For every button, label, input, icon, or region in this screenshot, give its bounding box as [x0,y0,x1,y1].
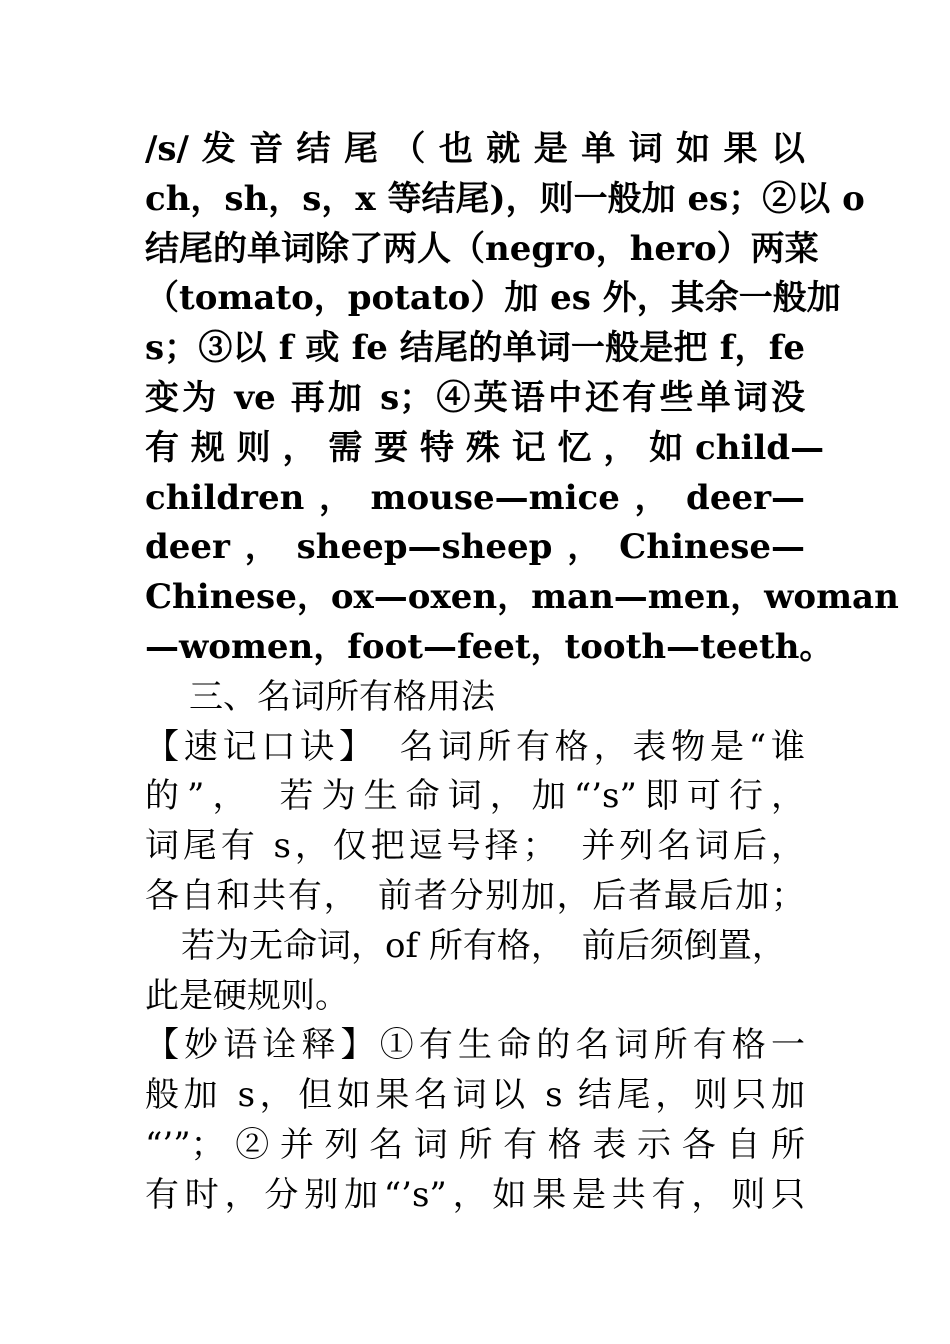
text-line-15: 词尾有 s，仅把逗号择； 并列名词后， [145,826,805,867]
section-heading: 三、名词所有格用法 [189,676,495,717]
text-line-4: （tomato，potato）加 es 外，其余一般加 [145,278,841,319]
text-line-10: Chinese，ox—oxen，man—men，woman [145,577,899,618]
text-line-3: 结尾的单词除了两人（negro，hero）两菜 [145,228,819,269]
document-body [145,125,899,1221]
text-line-16: 各自和共有， 前者分别加，后者最后加； [145,875,805,916]
text-line-14: 的”， 若为生命词，加“’s”即可行， [145,776,805,817]
text-line-5: s；③以 f 或 fe 结尾的单词一般是把 f，fe [145,328,805,369]
text-line-8: children ， mouse—mice ， deer— [145,477,805,518]
text-line-22: 有时，分别加“’s”，如果是共有，则只 [145,1174,805,1215]
text-line-13: 【速记口诀】 名词所有格，表物是“谁 [145,726,805,767]
text-line-19: 【妙语诠释】①有生命的名词所有格一 [145,1025,805,1066]
text-line-1: /s/ 发 音 结 尾 （ 也 就 是 单 词 如 果 以 [145,129,805,169]
text-line-21: “’”；②并列名词所有格表示各自所 [145,1124,805,1165]
text-line-17: 若为无命词，of 所有格， 前后须倒置， [181,925,786,966]
text-line-6: 变为 ve 再加 s；④英语中还有些单词没 [145,377,805,418]
text-line-7: 有 规 则 ， 需 要 特 殊 记 忆 ， 如 child— [145,427,825,468]
text-line-2: ch，sh，s，x 等结尾)，则一般加 es；②以 o [145,178,865,219]
text-line-20: 般加 s，但如果名词以 s 结尾，则只加 [145,1075,805,1116]
text-line-11: —women，foot—feet，tooth—teeth。 [145,626,834,667]
text-line-18: 此是硬规则。 [145,975,349,1016]
text-line-9: deer ， sheep—sheep ， Chinese— [145,527,805,568]
